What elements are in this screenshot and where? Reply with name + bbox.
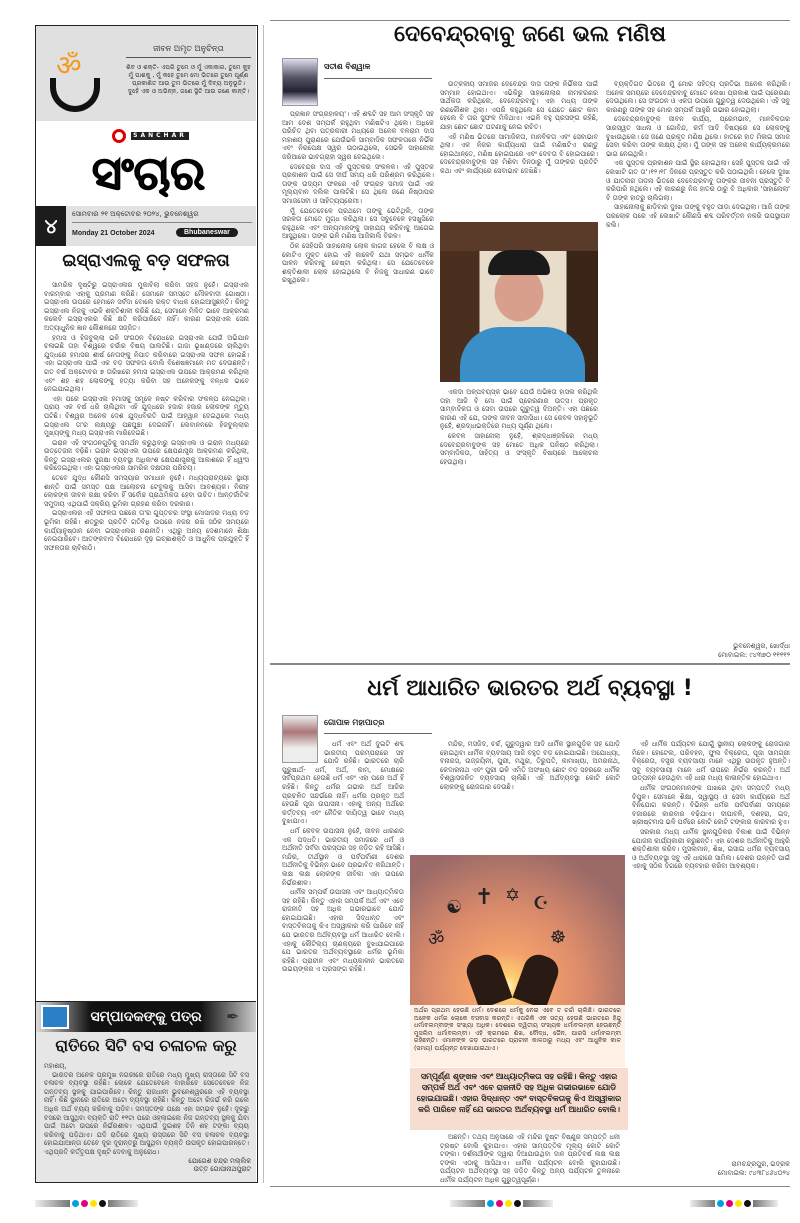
article1-signoff [650,642,790,659]
hand-icon [513,951,563,1010]
image-overlay-text: ଅର୍ଥର ପ୍ରଥମ ହେଉଛି ଧର୍ମ। ଦେଶରେ ଧର୍ମକୁ ନେଇ ଏବେ ତ ଚର୍ଚ୍ଚା ଚାଲିଛି। ଭାରତରେ ଅନେକ ଧର୍ମର ଲୋକେ ବସବାସ କରନ୍ତି। ଏପରିକି ଏକ ସତ୍ୟ ହେଉଛି ଭାରତରେ ହିନ୍ଦୁ ଧର୍ମାବଲମ୍ବୀଙ୍କ ସଂଖ୍ୟା ଅଧିକ। ଦେଶରେ ଦ୍ୱିତୀୟ ସଂଖ୍ୟକ ଧର୍ମାବଲମ୍ବୀ ହେଉଛନ୍ତି ମୁସଲିମ ଧର୍ମାବଲମ୍ବୀ। ଏହି କ୍ରମରେ ଶିଖ, ବୌଦ୍ଧ, ଜୈନ, ପାରସି ଧର୍ମାବଲମ୍ବୀ ରହିଛନ୍ତି। ଏମାନଙ୍କ ଜଡ଼ ଭାରତରେ ପ୍ରାଚୀନ କାଳଠାରୁ ମଧ୍ୟ ଏବଂ ଆଧୁନିକ କାଳ (ସମୟ) ପର୍ଯ୍ୟନ୍ତ ଦେଖାଯାଇଥାଏ। [410,1005,625,1067]
signoff-place: ରାମଚନ୍ଦ୍ରପୁର, ଭଦ୍ରକ [731,1160,790,1168]
article1-col3 [606,80,790,638]
date-english: Monday 21 October 2024 [72,230,155,237]
om-hands-icon [48,46,103,116]
author-photo [282,58,318,106]
author-name: ଗୋପାଳ ମହାପାତ୍ର [324,718,385,727]
paragraph: ହମାସ ଓ ହିଜବୁଲ୍ଲା ଭଳି ସଂଗଠନ ବିରୋଧରେ ଇସ୍ରାଏଲ ଯେଉଁ ଅଭିଯାନ ଚଳାଇଛି ତାହା ବିଶ୍ୱରେ ଚର୍ଚ୍ଚାର ବିଷୟ ପାଲଟିଛି। ଗାଜା ଭୂଖଣ୍ଡରେ ଚାଲିଥିବା ଯୁଦ୍ଧରେ ହମାସର ଶୀର୍ଷ ନେତାଙ୍କୁ ନିପାତ କରିବାରେ ଇସ୍ରାଏଲ ସଫଳ ହୋଇଛି। ଏହା ଇସ୍ରାଏଲ ପାଇଁ ଏକ ବଡ଼ ସଫଳତା ବୋଲି ବିଶେଷଜ୍ଞମାନେ ମତ ଦେଉଛନ୍ତି। ଗତ ବର୍ଷ ଅକ୍ଟୋବର ୭ ତାରିଖରେ ହମାସ ଇସ୍ରାଏଲ ଉପରେ ଆକ୍ରମଣ କରିଥିଲା ଏବଂ ଶହ ଶହ ଲୋକଙ୍କୁ ହତ୍ୟା କରିବା ସହ ଅନେକଙ୍କୁ ବନ୍ଧକ ଭାବେ ନେଇଯାଇଥିଲା। [44,333,249,394]
hands-icon [50,78,100,112]
page-number: ୪ [36,206,66,246]
envelope-icon [41,1005,69,1029]
paragraph: ଏହି ମଣିଷ ଭିତରେ ସାମାଜିକତା, ମାନବିକତା ଏବଂ ସେବାଭାବ ଥିଲା। ଏକ ନିଜର କାର୍ଯ୍ୟଧାରା ପାଇଁ ମଣିଷଟିଏ ରାଣ୍ଡୁ ହୋଇଥାନ୍ତେ, ମଣିଷ ହୋଇପାରେ ଏବଂ ଦେବତା ବି ହୋଇପାରେ। ଦେବେନ୍ଦ୍ରବାବୁଙ୍କ ସହ ମିଶିବା ଦିନଠାରୁ ମୁଁ ତାଙ୍କର ପ୍ରତିଟି କଥା ଏବଂ କାର୍ଯ୍ୟରେ ସେବାଭାବ ଦେଖିଛି। [440,132,598,175]
devendra-photo [440,222,598,382]
signoff-phone: ମୋବାଇଲ: ୯୪୩୮୪୬୪୦୨୪ [717,1168,790,1177]
print-color-bar [690,1200,778,1207]
print-color-bar [450,1200,553,1207]
article2-col2-bottom [440,1133,620,1185]
paragraph: ଅଛନ୍ତି। ତଥ୍ୟ ଅନୁସାରେ ଏହି ମନ୍ଦିର ଦୁଷ୍ଟ ବିଷ୍ଣୁର ସମ୍ପତ୍ତି ଧନୀ ଟ୍ରଷ୍ଟ ବୋଲି କୁହାଯାଏ। ଏହାର ସାମ୍ପତ୍ତିକ ମୂଲ୍ୟ କୋଟି କୋଟି ଟଙ୍କା। ଦର୍ଶନାର୍ଥୀଙ୍କ ଦ୍ୱାରା ଦିଆଯାଉଥିବା ଦାନ ପ୍ରତିବର୍ଷ ଲକ୍ଷ ଲକ୍ଷ ଟଙ୍କା ଏଠାକୁ ଆସିଥାଏ। ଧାର୍ମିକ ପର୍ଯ୍ୟଟନ ବୋଲି କୁହାଯାଉଛି। ପର୍ଯ୍ୟଟନ ଅର୍ଥବ୍ୟବସ୍ଥା ସହ ଜଡ଼ିତ କିନ୍ତୁ ଅନ୍ୟ ପର୍ଯ୍ୟଟନ ତୁଳନାରେ ଧାର୍ମିକ ପର୍ଯ୍ୟଟନ ଅଧିକ ଗୁରୁତ୍ୱପୂର୍ଣ୍ଣ। [440,1133,620,1184]
paragraph: ବ୍ୟକ୍ତିଗତ ଭିତରେ ମୁଁ ମୋର ସହିତ୍ୟ ପ୍ରତିଭା ଅନେକ କରିଥିଲି। ଅନେକ ସମୟରେ ଦେବେନ୍ଦ୍ରବାବୁ ମୋତେ ଲେଖା ପ୍ରକାଶ ପାଇଁ ପ୍ରେରଣା ଦେଉଥିଲେ। ସେ ସଂଗଠନ ଓ ଏକତା ଉପରେ ଗୁରୁତ୍ୱ ଦେଉଥିଲେ। ଏହି ସବୁ କାରଣରୁ ତାଙ୍କ ସହ ମୋର ସମ୍ପର୍କ ଆହୁରି ଗଭୀର ହୋଇଥିଲା। [606,80,790,114]
paragraph: ଧର୍ମ ଏବଂ ଅର୍ଥ ଦୁଇଟି ଶବ୍ଦ ଭାରତୀୟ ପରମ୍ପରାରେ ସହ ଯୋଡି ରହିଛି। ଭାରତରେ ଚାରି ପୁରୁଷାର୍ଥ- ଧର୍ମ, ଅର୍ଥ, କାମ, ମୋକ୍ଷରେ ସର୍ବପ୍ରଥମ ହେଉଛି ଧର୍ମ ଏବଂ ଏହା ପରେ ଅର୍ଥ ହିଁ ରହିଛି। କିନ୍ତୁ ଧର୍ମର ଗଭୀର ଅର୍ଥ ଆଜିର ପ୍ରଚଳିତ ସନ୍ଦର୍ଭରେ ନାହିଁ। ଧର୍ମର ପ୍ରକୃତ ଅର୍ଥ ହେଉଛି ପୂଜା ଉପାସନା। ଏହାକୁ ଅନ୍ୟ ଅର୍ଥରେ କର୍ତ୍ତବ୍ୟ ଏବଂ ନୈତିକ ଦାୟିତ୍ୱ ଭାବେ ମଧ୍ୟ ବୁଝାଯାଏ। [282,740,404,826]
print-color-bar [35,1200,138,1207]
editorial-body [44,281,249,996]
paragraph: ଧର୍ମ କେବଳ ଉପାସନା ନୁହେଁ, ଜୀବନ ଧାରଣର ଏକ ପଦ୍ଧତି। ଭାରତୀୟ ସମାଜରେ ଧର୍ମ ଓ ଅର୍ଥନୀତି ସର୍ବଦା ପରସ୍ପର ସହ ଜଡ଼ିତ ରହି ଆସିଛି। ମନ୍ଦିର, ତୀର୍ଥସ୍ଥାନ ଓ ପର୍ବପର୍ବାଣୀ ଦେଶର ଅର୍ଥନୀତିକୁ ବିଭିନ୍ନ ଭାବେ ପ୍ରଭାବିତ କରିଥାନ୍ତି। ଲକ୍ଷ ଲକ୍ଷ ଲୋକଙ୍କ ଜୀବିକା ଏହା ଉପରେ ନିର୍ଭରଶୀଳ। [282,826,404,887]
pull-quote: ସମ୍ପୂର୍ଣ୍ଣ ଶୃଙ୍ଖଳ ଏବଂ ଆଧ୍ୟାତ୍ମିକତା ସହ ରହିଛି। କିନ୍ତୁ ଏହାର ସମ୍ପର୍କ ଅର୍ଥ ଏବଂ ଏବେ ରାଜନୀତି ସହ ଅଧିକ ଗଭୀରଭାବେ ଯୋଡି ହୋଇଯାଇଛି। ଏହାର ସିଦ୍ଧାନ୍ତ ଏବଂ ବାସ୍ତବିକତାକୁ କିଏ ଅସ୍ୱୀକାର କରି ପାରିବେ ନାହିଁ ଯେ ଭାରତର ଅର୍ଥବ୍ୟବସ୍ଥା ଧର୍ମ ଆଧାରିତ ବୋଲି। [410,1068,628,1130]
article2-signoff [650,1160,790,1177]
pen-icon: ✒ [226,1007,240,1026]
signature-name: ଯୋଗେଶ ଚନ୍ଦ୍ର ମଲ୍ଲିକ [188,1157,251,1165]
crescent-icon: ☪ [533,893,550,914]
article2-col2 [440,740,620,850]
star-of-david-icon: ✡ [505,885,521,906]
letter-salutation: ମହାଶୟ, [44,1062,67,1070]
paragraph: ତେବେ ଯୁଦ୍ଧ କୌଣସି ସମସ୍ୟାର ସମାଧାନ ନୁହେଁ। ମଧ୍ୟପ୍ରାଚ୍ୟରେ ସ୍ଥାୟୀ ଶାନ୍ତି ପାଇଁ ସମସ୍ତ ପକ୍ଷ ଆଲୋଚନା ଟେବୁଲକୁ ଆସିବା ଆବଶ୍ୟକ। ନିରୀହ ଲୋକଙ୍କ ଜୀବନ ରକ୍ଷା କରିବା ହିଁ ସର୍ବୋଚ୍ଚ ପ୍ରାଥମିକତା ହେବା ଉଚିତ। ଆନ୍ତର୍ଜାତିକ ସମୁଦାୟ ଏଥିପାଇଁ ସକ୍ରିୟ ଭୂମିକା ଗ୍ରହଣ କରିବା ଦରକାର। [44,474,249,508]
paragraph: ଉତ୍କଳୀୟ ସମାଜର ଦେବେନ୍ଦ୍ର ଦାସ ତାଙ୍କ ନିର୍ଭିକତା ପାଇଁ ସମ୍ମାନ ହୋଇଥାଏ। ଏଭିକିରୁ ସାହାନୋଲାର ନାମକରଣର ସାର୍ଥକତା କରିଥିଲେ, ଦେବେନ୍ଦ୍ରବାବୁ। ଏହା ମଧ୍ୟ ତାଙ୍କ ରଣକୌଶଳ ଥିଲା। ଏପରି କହୁଥିଲେ ସେ ଯେତେ ଛୋଟ କାମ ହେଲେ ବି ତାର ସୁଫଳ ମିଳିଥାଏ। ଏଭଳି ବହୁ ପ୍ରସଙ୍ଗ ରହିଛି, ଯାହା ଛୋଟ ଛୋଟ ଘଟଣାକୁ ନେଇ ରଚିତ। [440,80,598,131]
paragraph: ପ୍ରଜ୍ଞାନ ସଂଗ୍ରହାଳୟ'। ଏହି ଶବ୍ଦଟି ସହ ଆମ ସଂସ୍କୃତି ସହ ଆମ ଦେଶ ସମ୍ପର୍କ ରହୁଥିବା ମଣିଷଟିଏ ଥିଲେ। ଅଧିକେ ପରିଚିତ ଥିବା ପତ୍ରକାରୀ ମଧ୍ୟରେ ଅନେକ ବଳରାମ ଦାସ ମହାଶୟ ପୁରାଣରେ ଯେଉଁଭଳି ସାମ୍ବାଦିକ ସଫଳତାରେ ନିର୍ଭିକ ଏବଂ ନିରପେକ୍ଷ ସ୍ୱର ଉଠାଇଥିଲେ, ସେଭଳି ସାହାନୋଲା ଜରିଆରେ ଭାବଗ୍ରାହୀ ସ୍ୱର ଦେଇଥିଲେ। [282,110,434,161]
paragraph: ଏକ ପୁସ୍ତକ ପ୍ରକାଶନ ପାଇଁ ସ୍ଥିର ହୋଇଥିଲା। ସେହି ପୁସ୍ତକ ପାଇଁ ଏହି ଲେଖାଟି ଗତ ତା'।୧୨।୧୮ ଦିନରେ ପ୍ରସ୍ତୁତ କରି ପଠାଇଥିଲି। ହେଲେ ଦୁଃଖ ଓ ଯାତନାର ତାଡ଼ନା ଭିତରେ ଦେବେନ୍ଦ୍ରବାବୁ ତାଙ୍କର ଜୀବନୀ ପ୍ରସ୍ତୁତି ବି କରିପାରି ନଥିଲେ। ଏହି କାରଣରୁ ନିଜ ହାତର ଠାରୁ ବି ଅଧିକାର 'ସାହାନୋଲା' ବି ତାଙ୍କ ହାତରୁ ଚାଲିଗଲା। [606,159,790,202]
om-icon: ॐ [56,49,82,82]
signoff-place: ଭୁବନେଶ୍ୱର, ଖୋର୍ଦ୍ଧା [733,642,790,650]
quote-title: ଜୀବନ ଅମୃତ ଅନୁଚିନ୍ତା [126,44,251,58]
om-icon: ॐ [428,929,445,950]
divider [72,222,252,223]
paragraph: ଏହି ଧାର୍ମିକ ପର୍ଯ୍ୟଟନ ଯୋଗୁଁ ସ୍ଥାନୀୟ ଲୋକଙ୍କୁ ରୋଜଗାର ମିଳେ। ହୋଟେଲ, ପରିବହନ, ଫୁଲ ବିକ୍ରେତା, ପୂଜା ସାମଗ୍ରୀ ବିକ୍ରେତା, ବସ୍ତ୍ର ବ୍ୟବସାୟୀ ମାନେ ଏଥିରୁ ଉପକୃତ ହୁଅନ୍ତି। ସବୁ ବ୍ୟବସାୟୀ ମାନେ ଧର୍ମ ଉପରେ ନିର୍ଭର କରନ୍ତି। ଅର୍ଥ ଉତ୍ପନ୍ନ ହେଉଥିବା ଏହି ଧାରା ମଧ୍ୟ କାଳାନ୍ତିକ ହୋଇଥାଏ। [632,740,790,783]
date-odia: ସୋମବାର ୨୧ ଅକ୍ଟୋବର ୨୦୨୪, ଭୁବନେଶ୍ୱର [72,210,199,218]
paragraph: ଠିକ ସେହିପରି ସାହାନୋଲା ଲୋକ କାଗଜ ହେଲେ ବି ଲକ୍ଷ ଓ କୋଟିଏ ମୁକ୍ତ ହୋଇ ଏହି କାଳେବି ଯଥା ସମ୍ଭବ ଧାର୍ମିକ ପାଳନ କରିବାକୁ ଚେଷ୍ଟା କରିଥିଲା। ସେ ଯେତେବେଳେ ଶକ୍ତିଶାଳୀ ଲୋକ ହୋଇଥିଲେ ବି ନିଜକୁ ସାଧାରଣ ଭାବେ ରଖୁଥିଲେ। [282,241,434,285]
paragraph: ଦେବେନ୍ଦ୍ର ଦାସ ଏହି ପୁସ୍ତକର ସଂକଳକ। ଏହି ପୁସ୍ତକ ପ୍ରକାଶନ ପାଇଁ ସେ ଦୀର୍ଘ ସମୟ ଧରି ପରିଶ୍ରମ କରିଥିଲେ। ତାଙ୍କ ଉଦ୍ୟମ ଫଳରେ ଏହି ସଂଗ୍ରହ ସମାଜ ପାଇଁ ଏକ ମୂଲ୍ୟବାନ ଦଲିଲ ପାଲଟିଛି। ସେ ଥିଲେ ଜଣେ ନିଷ୍ଠାପର ସମାଜସେବୀ ଓ ସାହିତ୍ୟପ୍ରେମୀ। [282,162,434,205]
editorial-headline: ଇସ୍ରାଏଲକୁ ବଡ଼ ସଫଳତା [62,251,230,271]
left-column [35,25,258,1183]
paragraph: ଧାର୍ମିକ ସମ୍ପର୍କ ଉପାସନା ଏବଂ ଆଧ୍ୟାତ୍ମିକତା ସହ ରହିଛି। କିନ୍ତୁ ଏହାର ସମ୍ପର୍କ ଅର୍ଥ ଏବଂ ଏବେ ରାଜନୀତି ସହ ଅଧିକ ଗଭୀରଭାବେ ଯୋଡି ହୋଇଯାଇଛି। ଏହାର ସିଦ୍ଧାନ୍ତ ଏବଂ ବାସ୍ତବିକତାକୁ କିଏ ଅସ୍ୱୀକାର କରି ପାରିବେ ନାହିଁ ଯେ ଭାରତର ଅର୍ଥବ୍ୟବସ୍ଥା ଧର୍ମ ଆଧାରିତ ବୋଲି। ଏହାକୁ କୌଟିଲ୍ୟ ଚାଣକ୍ୟରେ ବୁଝାଯାଇପାରେ ଯେ ଭାରତର ଅର୍ଥବ୍ୟବସ୍ଥାରେ ଧର୍ମର ଭୂମିକା ରହିଛି। ପ୍ରାଚୀନ ଏବଂ ମଧ୍ୟକାଳୀନ ଭାରତରେ ଉଭୟଙ୍କର ଏ ପ୍ରସଙ୍ଗ ରହିଛି। [282,888,404,974]
paragraph: ଏକଦା ଅଳ୍ପବୟସ୍କ ଭାବେ ଯେଉଁ ଅଭିଜ୍ଞତା ହାସଲ କରିଥିଲି ତାହା ଆଜି ବି ମୋ ପାଇଁ ପ୍ରେରଣାର ଉତ୍ସ। ପ୍ରକୃତ ସାମ୍ବାଦିକତା ଓ ସେବା ଉପରେ ଗୁରୁତ୍ୱ ଦିଅନ୍ତି। ଏହା ପଛରେ କାରଣ ଏହି ଯେ, ତାଙ୍କ ଜୀବନ ସାଦାସିଧା। ସେ କେବଳ ସହାନୁଭୂତି ନୁହେଁ, ଶ୍ରଦ୍ଧାଭକ୍ତିରେ ମଧ୍ୟ ପୂର୍ଣ୍ଣ ଥିଲେ। [440,388,598,431]
quote-box [36,26,256,121]
letter-signature [146,1157,251,1173]
divider [324,78,432,79]
paragraph: ମନ୍ଦିର, ମସଜିଦ, ଚର୍ଚ୍ଚ, ଗୁରୁଦ୍ୱାର ଆଦି ଧାର୍ମିକ ସ୍ଥାନଗୁଡ଼ିକ ସହ ଯୋଡ଼ି ହୋଇଥିବା ଧାର୍ମିକ ବ୍ୟବସାୟ ଆଜି ବହୁତ ବଡ଼ ହୋଇଯାଇଛି। ଅଯୋଧ୍ୟା, ବନାରସ, ଉଜ୍ଜୟିନୀ, ପୁରୀ, ମଥୁରା, ତିରୁପତି, କାମାଖ୍ୟା, ଅମରନାଥ, କେଦାରନାଥ ଏବଂ ପୁରୀ ଭଳି ଏମିତି ଅସଂଖ୍ୟ ଛୋଟ ବଡ଼ ସହରରେ ଧାର୍ମିକ ବିଶ୍ୱାସଜନିତ ବ୍ୟବସାୟ ଚାଲିଛି। ଏହି ଅର୍ଥବ୍ୟବସ୍ଥା କୋଟି କୋଟି ଲୋକଙ୍କୁ ରୋଜଗାର ଦେଉଛି। [440,740,620,791]
logo-red-dot-icon [112,129,126,143]
paragraph: ଦେବେନ୍ଦ୍ରବାବୁଙ୍କ ଜୀବନ କାର୍ଯ୍ୟ, ପ୍ରେମଭାବ, ମାନବିକତାର ସାରସ୍ୱତ ସାଧନା ଓ ଗୋବିନ୍ଦ, କର୍ମ ଆଦି ବିଷୟରେ ସେ ଲୋକଙ୍କୁ ବୁଝାଉଥିଲେ। ସେ ଜଣେ ପ୍ରକୃତ ମଣିଷ ଥିଲେ। ହାତରେ ହାତ ମିଳାଇ ସମାଜ ସେବା କରିବା ତାଙ୍କ ଲକ୍ଷ୍ୟ ଥିଲା। ମୁଁ ତାଙ୍କ ସହ ଅନେକ କାର୍ଯ୍ୟକ୍ରମରେ ଭାଗ ନେଇଥିଲି। [606,115,790,158]
paragraph: ଏହା ପରେ ଇସ୍ରାଏଲ ହମାସକୁ ସମୂଳେ ନଷ୍ଟ କରିବାର ସଂକଳ୍ପ ନେଇଥିଲା। ପ୍ରାୟ ଏକ ବର୍ଷ ଧରି ଚାଲିଥିବା ଏହି ଯୁଦ୍ଧରେ ହଜାର ହଜାର ଲୋକଙ୍କ ମୃତ୍ୟୁ ଘଟିଛି। ବିଶ୍ୱର ଅନେକ ଦେଶ ଯୁଦ୍ଧବିରତି ପାଇଁ ଆହ୍ୱାନ ଦେଇଥିଲେ ମଧ୍ୟ ଇସ୍ରାଏଲ ତା'ର ଲକ୍ଷ୍ୟରୁ ପଛଘୁଞ୍ଚା ଦେଇନାହିଁ। ଲେବାନନରେ ହିଜବୁଲ୍ଲାର ମୁଖ୍ୟଙ୍କୁ ମଧ୍ୟ ଇସ୍ରାଏଲ ମାରିଦେଇଛି। [44,394,249,438]
author-name: ସତୀଶ ବିଶ୍ୱାଳ [324,62,371,71]
yin-yang-icon: ☯ [446,897,463,918]
article2-col1 [282,740,404,1180]
article1-col2-top [440,80,598,218]
dharma-wheel-icon: ☸ [550,927,567,948]
date-bar [36,206,256,246]
paragraph: ସାମରିକ ଦୃଷ୍ଟିରୁ ଇସ୍ରାଏଲର ମୁକାବିଲା କରିବା ସହଜ ନୁହେଁ। ଇସ୍ରାଏଲ ବାରମ୍ବାର ଏହାକୁ ପ୍ରମାଣ କରିଛି। ସେମାନେ ସମସ୍ତେ ମୌଳବାଦୀ ଗୋଷ୍ଠୀ। ଇସ୍ରାଏଲ ଉପରେ ହେମାନେ ସର୍ବଦା ବୋଲେ ରକ୍ତ ବାଧକ ହୋଇଆସୁଛନ୍ତି। କିନ୍ତୁ ଇସ୍ରାଏଲ ନିଜକୁ ଏଭଳି ଶକ୍ତିଶାଳୀ କରିଛି ଯେ, ସେମାନେ ମିଳିତ ଭାବେ ଆକ୍ରମଣ କଲେବି ଇସ୍ରାଏଲର କିଛି କ୍ଷତି କରିପାରିବେ ନାହିଁ। କାରଣ ଇସ୍ରାଏଲ ସେନା ଅତ୍ୟାଧୁନିକ ଜ୍ଞାନ କୌଶଳରେ ସଜ୍ଜିତ। [44,281,249,332]
letter-text: ଭାରତର ଅନେକ ପ୍ରମୁଖ ନଗରୀରେ ରାତିରେ ମଧ୍ୟ ମୁଖ୍ୟ ରାସ୍ତାରେ ସିଟି ବସ ଚଳାଚଳ ବ୍ୟବସ୍ଥା ରହିଛି। ଲୋକେ ଯେତେବେଳେ ବାହାରିବେ ସେତେବେଳେ ନିଜ ଗନ୍ତବ୍ୟ ସ୍ଥଳକୁ ଯାଇପାରିବେ। କିନ୍ତୁ ରାଜଧାନୀ ଭୁବନେଶ୍ୱରରେ ଏହି ବ୍ୟବସ୍ଥା ନାହିଁ। କିଛି ସ୍ଥାନରେ ରାତିରେ ଅଟୋ ବ୍ୟବସ୍ଥା ରହିଛି। କିନ୍ତୁ ଅଟୋ ରିଜର୍ଭ କରି ଗଲେ ଅଧିକ ଅର୍ଥ ବ୍ୟୟ କରିବାକୁ ପଡ଼ିବ। ସମସ୍ତଙ୍କ ପକ୍ଷେ ଏହା ସମ୍ଭବ ନୁହେଁ। ଦୂରରୁ ବସରେ ଆସୁଥିବା ବ୍ୟକ୍ତି ରାତି ୧୧ଟା ପରେ ଓହ୍ଲାଇଲେ ନିଜ ଗନ୍ତବ୍ୟ ସ୍ଥଳକୁ ଯିବା ପାଇଁ ଅଟୋ ଉପରେ ନିର୍ଭରଶୀଳ। ଏଥିପାଇଁ ଦୁଇଶହ ତିନି ଶହ ଟଙ୍କା ବ୍ୟୟ କରିବାକୁ ପଡ଼ିଥାଏ। ଯଦି ରାତିରେ ମୁଖ୍ୟ ରାସ୍ତାରେ ସିଟି ବସ ଚଳାଚଳ ବ୍ୟବସ୍ଥା ହୋଇଯାଆନ୍ତା ତେବେ ଦୂର ଦୂରାନ୍ତରୁ ଆସୁଥିବା ବ୍ୟକ୍ତି ଉପକୃତ ହୋଇପାରନ୍ତେ। ଏଥିପ୍ରତି କର୍ତ୍ତୃପକ୍ଷ ଦୃଷ୍ଟି ଦେବାକୁ ଅନୁରୋଧ। [44,1070,249,1156]
letter-body [44,1062,249,1157]
logo-english: SANCHAR [131,132,189,140]
paragraph: କେବଳ ସାହାନୋଲା ନୁହେଁ, ଶ୍ରଦ୍ଧାଞ୍ଜଳିରେ ମଧ୍ୟ ଦେବେନ୍ଦ୍ରବାବୁଙ୍କ ସହ ମୋତେ ଅଧିକ ଘନିଷ୍ଠ କରିଥିଲା। ସମ୍ବାଦିକତା, ସାହିତ୍ୟ ଓ ସଂସ୍କୃତି ବିଷୟରେ ଆଲୋଚନା ହେଉଥିଲା। [440,431,598,466]
city-badge: Bhubaneswar [176,228,238,237]
article1-headline: ଦେବେନ୍ଦ୍ରବାବୁ ଜଣେ ଭଲ ମଣିଷ [393,22,667,47]
logo-odia: ସଂଚାର [91,146,206,200]
paragraph: ଇସ୍ରାଏଲର ଏହି ସଫଳତା ପଛରେ ତା'ର ଗୁପ୍ତଚର ସଂସ୍ଥା ମୋସାଦର ମଧ୍ୟ ବଡ଼ ଭୂମିକା ରହିଛି। ଶତ୍ରୁର ପ୍ରତିଟି ଗତିବିଧି ଉପରେ ନଜର ରଖି ସଠିକ ସମୟରେ କାର୍ଯ୍ୟାନୁଷ୍ଠାନ ନେବା ଇସ୍ରାଏଲର ରଣନୀତି। ଏଥିରୁ ଅନ୍ୟ ଦେଶମାନେ ଶିକ୍ଷା ନେଇପାରିବେ। ଆତଙ୍କବାଦ ବିରୋଧରେ ଦୃଢ଼ ଇଚ୍ଛାଶକ୍ତି ଓ ଆଧୁନିକ ପ୍ରଯୁକ୍ତି ହିଁ ସଫଳତାର ଚାବିକାଠି। [44,509,249,552]
paragraph: ଇରାନ ଏହି ସଂଗଠନଗୁଡ଼ିକୁ ସମର୍ଥନ କରୁଥିବାରୁ ଇସ୍ରାଏଲ ଓ ଇରାନ ମଧ୍ୟରେ ଉତ୍ତେଜନା ବଢ଼ିଛି। ଇରାନ ଇସ୍ରାଏଲ ଉପରେ କ୍ଷେପଣାସ୍ତ୍ର ଆକ୍ରମଣ କରିଥିଲା, କିନ୍ତୁ ଇସ୍ରାଏଲର ସୁରକ୍ଷା ବ୍ୟବସ୍ଥା ଅଧିକାଂଶ କ୍ଷେପଣାସ୍ତ୍ରକୁ ଆକାଶରେ ହିଁ ଧ୍ୱଂସ କରିଦେଇଥିଲା। ଏହା ଇସ୍ରାଏଲର ସାମରିକ ଦକ୍ଷତାର ପରିଚୟ। [44,438,249,473]
quote-text: ଶିବ ଓ ଶକ୍ତି- ଏପରି ତୁମେ ଓ ମୁଁ ଏକାକାର, ତୁମେ କୁହ ମୁଁ ପାଶକୁ , ମୁଁ କହେ ତୁମେ ମୋ ଭିତରେ ତୁମେ ପୂର୍ଣ୍ଣ ପ୍ରକାଶିତ ଆଉ ତୁମ ଭିତରେ ମୁଁ ଦିବ୍ୟ ଅନୁଭୂତି। ଦୁହେଁ ଏକ ଓ ଅଭିନ୍ନ, ଜଣେ ସ୍ଥିତି ଆଉ ଜଣେ କାନ୍ତି। [126,64,251,95]
religions-image [410,855,625,1067]
letters-to-editor [36,1001,256,1182]
signoff-phone: ମୋବାଇଲ: ୯୪୩୭୦ ୧୧୧୧୨ [718,650,790,659]
top-rule [270,20,790,21]
paragraph: ମୁଁ ଯେତେବେଳେ ପ୍ରଥମେ ତାଙ୍କୁ ଭେଟିଥିଲି, ତାଙ୍କ ସରଳତା ମୋତେ ମୁଗ୍ଧ କରିଥିଲା। ସେ ସବୁବେଳେ ହସଖୁସିରେ ରହୁଥିଲେ ଏବଂ ଅନ୍ୟମାନଙ୍କୁ ସାହାଯ୍ୟ କରିବାକୁ ଆଗେଇ ଆସୁଥିଲେ। ତାଙ୍କ ଭଳି ମଣିଷ ଆଜିକାଲି ବିରଳ। [282,206,434,241]
paragraph: ସାହାନୋଲାକୁ ଛାଡ଼ିବାର ଦୁଃଖ ତାଙ୍କୁ ବହୁତ ପୀଡ଼ା ଦେଇଥିଲା। ଆଜି ତାଙ୍କ ପରଲୋକ ପରେ ଏହି ଲେଖାଟି କୌଣସି ଶବ୍ଦ ପରିବର୍ତ୍ତନ ନକରି ଉପସ୍ଥାପନ କଲି। [606,203,790,229]
signature-place: ଉତ୍ତ ଗୋପୀନାଥପୁରାଟ [193,1165,251,1173]
bottom-rule [270,1186,790,1187]
paragraph: ଧାର୍ମିକ ସଂଗଠନମାନଙ୍କ ପାଖରେ ଥିବା ସମ୍ପତ୍ତି ମଧ୍ୟ ବିପୁଳ। ସେମାନେ ଶିକ୍ଷା, ସ୍ୱାସ୍ଥ୍ୟ ଓ ସେବା କାର୍ଯ୍ୟରେ ଅର୍ଥ ବିନିଯୋଗ କରନ୍ତି। ବିଭିନ୍ନ ଧର୍ମର ପର୍ବପର୍ବାଣୀ ସମୟରେ ବଜାରରେ କାରବାର ବଢ଼ିଯାଏ। ଦୀପାବଳି, ଦଶହରା, ଇଦ, ଖ୍ରୀଷ୍ଟମାସ ଭଳି ପର୍ବରେ କୋଟି କୋଟି ଟଙ୍କାର କାରବାର ହୁଏ। [632,783,790,827]
column-divider [263,25,264,1183]
article2-headline: ଧର୍ମ ଆଧାରିତ ଭାରତର ଅର୍ଥ ବ୍ୟବସ୍ଥା ! [367,676,693,701]
paragraph: ସରକାର ମଧ୍ୟ ଧାର୍ମିକ ସ୍ଥାନଗୁଡ଼ିକର ବିକାଶ ପାଇଁ ବିଭିନ୍ନ ଯୋଜନା କାର୍ଯ୍ୟକାରୀ କରୁଛନ୍ତି। ଏହା ଦେଶର ଅର୍ଥନୀତିକୁ ଆହୁରି ଶକ୍ତିଶାଳୀ କରିବ। ମୁସଲମାନ, ଶିଖ, ଇସାଇ ଧର୍ମର ବ୍ୟବସାୟ ଓ ଅର୍ଥବ୍ୟବସ୍ଥା ସବୁ ଏହି ଧାରାରେ ସାମିଲ। ଦେଶର ଉନ୍ନତି ପାଇଁ ଏହାକୁ ସଠିକ ଦିଗରେ ବ୍ୟବହାର କରିବା ଆବଶ୍ୟକ। [632,827,790,871]
divider [324,733,432,734]
article1-col2-bottom [440,388,598,638]
cross-icon: ✝ [475,885,494,910]
section-rule [270,663,790,665]
masthead-logo [36,126,256,204]
hand-icon [463,951,513,1010]
letters-section-title: ସମ୍ପାଦକଙ୍କୁ ପତ୍ର [36,1002,256,1032]
article2-col3 [632,740,790,1150]
letter-headline: ରାତିରେ ସିଟି ବସ ଚଳାଚଳ କରୁ [55,1036,237,1055]
article1-col1 [282,110,434,635]
spacer [282,740,324,765]
